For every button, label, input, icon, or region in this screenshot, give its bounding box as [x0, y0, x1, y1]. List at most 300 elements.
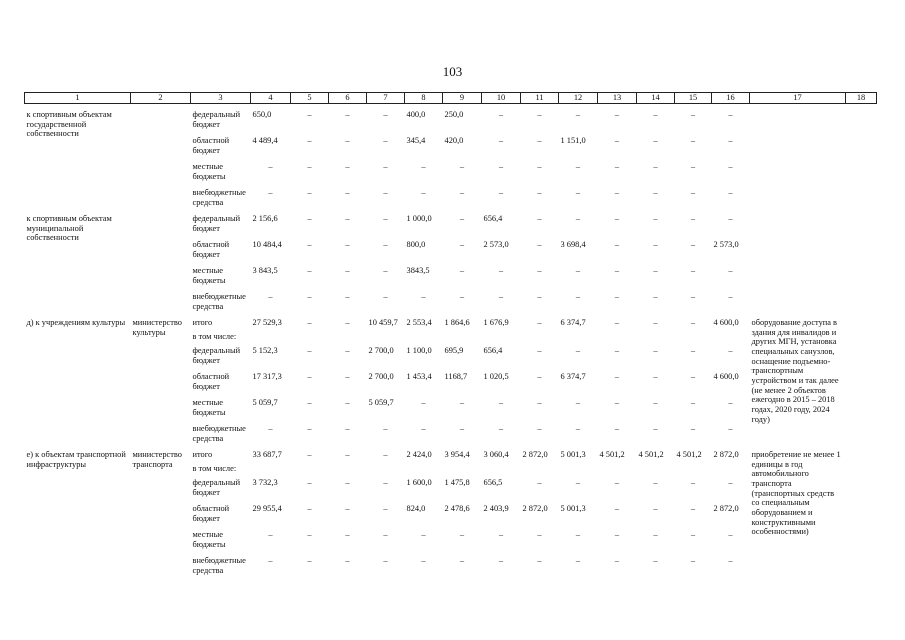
value-cell: – — [575, 424, 581, 433]
value-cell: – — [653, 162, 658, 171]
column-header-12: 12 — [559, 93, 598, 104]
funding-source: внебюджетные средства — [192, 188, 246, 207]
value-cell: 2 573,0 — [483, 240, 509, 249]
value-cell: – — [537, 398, 542, 407]
funding-source: итого — [192, 318, 213, 327]
value-cell: 1 020,5 — [483, 372, 509, 381]
funding-source: внебюджетные средства — [192, 424, 246, 443]
value-cell: – — [345, 162, 350, 171]
value-cell: 1 676,9 — [483, 318, 509, 327]
value-cell: – — [537, 214, 542, 223]
value-cell — [405, 332, 443, 346]
value-cell: 2 553,4 — [406, 318, 432, 327]
column-header-7: 7 — [367, 93, 405, 104]
value-cell: – — [345, 110, 350, 119]
value-cell: – — [459, 292, 465, 301]
value-cell: – — [383, 292, 388, 301]
empty-cell — [846, 214, 877, 318]
value-cell: – — [653, 188, 658, 197]
value-cell: – — [537, 478, 542, 487]
column-header-9: 9 — [443, 93, 482, 104]
value-cell — [482, 332, 521, 346]
funding-source: внебюджетные средства — [192, 292, 246, 311]
value-cell: – — [459, 266, 465, 275]
value-cell: 400,0 — [406, 110, 426, 119]
value-cell: – — [653, 110, 658, 119]
section-note — [750, 110, 846, 214]
value-cell: – — [728, 162, 733, 171]
value-cell: – — [268, 162, 273, 171]
value-cell: – — [728, 110, 733, 119]
value-cell — [675, 332, 712, 346]
value-cell — [443, 464, 482, 478]
funding-source: областной бюджет — [192, 504, 230, 523]
value-cell: – — [459, 530, 465, 539]
value-cell: 33 687,7 — [252, 450, 282, 459]
value-cell: 5 059,7 — [368, 398, 394, 407]
column-header-8: 8 — [405, 93, 443, 104]
value-cell: – — [498, 292, 504, 301]
value-cell: – — [498, 110, 504, 119]
value-cell: – — [537, 556, 542, 565]
value-cell: 345,4 — [406, 136, 426, 145]
column-header-5: 5 — [291, 93, 329, 104]
value-cell: – — [690, 136, 696, 145]
value-cell: – — [728, 346, 733, 355]
value-cell: – — [345, 266, 350, 275]
value-cell — [251, 464, 291, 478]
value-cell: – — [575, 214, 581, 223]
value-cell: 250,0 — [444, 110, 464, 119]
value-cell: – — [537, 162, 542, 171]
value-cell: 6 374,7 — [560, 372, 586, 381]
section-name: к спортивным объектам государственной собственности — [26, 110, 112, 139]
value-cell: – — [690, 346, 696, 355]
value-cell: – — [307, 214, 312, 223]
section-name: д) к учреждениям культуры — [26, 318, 126, 327]
value-cell: – — [345, 398, 350, 407]
value-cell: – — [690, 478, 696, 487]
value-cell: – — [690, 162, 696, 171]
funding-source: областной бюджет — [192, 136, 230, 155]
value-cell — [482, 464, 521, 478]
page-number: 103 — [442, 64, 463, 79]
value-cell: – — [614, 188, 620, 197]
value-cell: – — [345, 530, 350, 539]
value-cell: – — [537, 372, 542, 381]
value-cell — [521, 332, 559, 346]
value-cell: – — [383, 450, 388, 459]
value-cell — [291, 332, 329, 346]
value-cell: 10 459,7 — [368, 318, 398, 327]
value-cell: – — [421, 530, 426, 539]
value-cell: – — [653, 424, 658, 433]
value-cell: – — [307, 188, 312, 197]
funding-source: итого — [192, 450, 213, 459]
value-cell: – — [459, 240, 465, 249]
value-cell: – — [268, 188, 273, 197]
funding-source: местные бюджеты — [192, 162, 226, 181]
value-cell: 2 700,0 — [368, 346, 394, 355]
budget-table — [24, 92, 877, 582]
value-cell: – — [345, 188, 350, 197]
value-cell: – — [728, 478, 733, 487]
funding-source: федеральный бюджет — [192, 478, 241, 497]
value-cell: – — [459, 162, 465, 171]
value-cell: – — [383, 504, 388, 513]
value-cell: – — [614, 110, 620, 119]
value-cell: – — [307, 372, 312, 381]
value-cell: 3 954,4 — [444, 450, 470, 459]
funding-source: в том числе: — [192, 464, 237, 473]
value-cell: – — [383, 214, 388, 223]
value-cell: – — [690, 214, 696, 223]
value-cell: – — [728, 424, 733, 433]
value-cell: – — [690, 556, 696, 565]
value-cell: – — [345, 292, 350, 301]
value-cell: 2 403,9 — [483, 504, 509, 513]
funding-source: областной бюджет — [192, 240, 230, 259]
column-header-13: 13 — [598, 93, 637, 104]
value-cell: 800,0 — [406, 240, 426, 249]
value-cell: 17 317,3 — [252, 372, 282, 381]
value-cell: 2 872,0 — [522, 504, 548, 513]
ministry: министерство культуры — [132, 318, 182, 337]
value-cell: – — [728, 136, 733, 145]
value-cell: – — [268, 424, 273, 433]
column-header-17: 17 — [750, 93, 846, 104]
value-cell: – — [614, 136, 620, 145]
value-cell: – — [537, 292, 542, 301]
value-cell: – — [653, 266, 658, 275]
value-cell — [443, 332, 482, 346]
value-cell: – — [307, 240, 312, 249]
section-name: к спортивным объектам муниципальной собственности — [26, 214, 112, 243]
value-cell: – — [421, 424, 426, 433]
value-cell: – — [653, 372, 658, 381]
value-cell: 5 059,7 — [252, 398, 278, 407]
value-cell: – — [459, 188, 465, 197]
value-cell: – — [575, 478, 581, 487]
value-cell — [251, 332, 291, 346]
value-cell: – — [575, 398, 581, 407]
value-cell: – — [345, 450, 350, 459]
value-cell — [598, 332, 637, 346]
empty-cell — [846, 110, 877, 214]
value-cell: 2 424,0 — [406, 450, 432, 459]
value-cell: 1 600,0 — [406, 478, 432, 487]
value-cell: – — [383, 240, 388, 249]
table-row — [25, 318, 877, 332]
value-cell: 3 698,4 — [560, 240, 586, 249]
funding-source: местные бюджеты — [192, 398, 226, 417]
value-cell: – — [575, 110, 581, 119]
value-cell: – — [537, 188, 542, 197]
value-cell: – — [690, 292, 696, 301]
value-cell: – — [307, 266, 312, 275]
value-cell: – — [307, 136, 312, 145]
value-cell: 5 001,3 — [560, 450, 586, 459]
column-header-row — [25, 93, 877, 104]
value-cell: – — [653, 346, 658, 355]
value-cell: – — [498, 162, 504, 171]
value-cell: – — [614, 292, 620, 301]
value-cell: – — [614, 240, 620, 249]
value-cell: – — [383, 266, 388, 275]
value-cell: – — [537, 136, 542, 145]
value-cell — [329, 332, 367, 346]
value-cell: – — [383, 136, 388, 145]
value-cell: – — [614, 556, 620, 565]
value-cell: – — [653, 214, 658, 223]
empty-cell — [846, 318, 877, 450]
value-cell: – — [537, 318, 542, 327]
value-cell: 2 573,0 — [713, 240, 739, 249]
column-header-11: 11 — [521, 93, 559, 104]
value-cell — [329, 464, 367, 478]
value-cell — [598, 464, 637, 478]
value-cell: – — [383, 530, 388, 539]
value-cell: – — [345, 136, 350, 145]
value-cell — [559, 332, 598, 346]
value-cell: – — [614, 372, 620, 381]
value-cell: – — [307, 530, 312, 539]
column-header-16: 16 — [712, 93, 750, 104]
value-cell: – — [307, 110, 312, 119]
value-cell: – — [728, 556, 733, 565]
value-cell — [521, 464, 559, 478]
value-cell: – — [575, 162, 581, 171]
value-cell: – — [307, 318, 312, 327]
value-cell: – — [345, 556, 350, 565]
value-cell: 420,0 — [444, 136, 464, 145]
value-cell: – — [498, 424, 504, 433]
value-cell: – — [614, 398, 620, 407]
value-cell: 4 600,0 — [713, 372, 739, 381]
value-cell: – — [498, 530, 504, 539]
column-header-18: 18 — [846, 93, 877, 104]
value-cell: – — [383, 424, 388, 433]
value-cell: – — [575, 530, 581, 539]
value-cell: – — [728, 188, 733, 197]
value-cell: 27 529,3 — [252, 318, 282, 327]
column-header-6: 6 — [329, 93, 367, 104]
column-header-3: 3 — [191, 93, 251, 104]
value-cell — [291, 464, 329, 478]
value-cell: – — [383, 478, 388, 487]
value-cell: – — [537, 266, 542, 275]
value-cell: – — [537, 424, 542, 433]
value-cell — [712, 464, 750, 478]
value-cell: 2 700,0 — [368, 372, 394, 381]
value-cell: 2 156,6 — [252, 214, 278, 223]
value-cell: – — [307, 292, 312, 301]
value-cell: 650,0 — [252, 110, 272, 119]
value-cell: 2 872,0 — [713, 504, 739, 513]
value-cell: – — [690, 240, 696, 249]
value-cell — [367, 464, 405, 478]
value-cell: – — [690, 398, 696, 407]
column-header-4: 4 — [251, 93, 291, 104]
value-cell: – — [614, 162, 620, 171]
value-cell: 3 060,4 — [483, 450, 509, 459]
value-cell: – — [653, 530, 658, 539]
value-cell: 2 478,6 — [444, 504, 470, 513]
value-cell: – — [690, 530, 696, 539]
value-cell: – — [690, 110, 696, 119]
value-cell: – — [268, 556, 273, 565]
value-cell: – — [459, 398, 465, 407]
value-cell: 1 100,0 — [406, 346, 432, 355]
value-cell: – — [383, 556, 388, 565]
value-cell: – — [498, 398, 504, 407]
value-cell: 656,4 — [483, 346, 503, 355]
empty-cell — [846, 450, 877, 582]
value-cell: – — [459, 556, 465, 565]
funding-source: в том числе: — [192, 332, 237, 341]
value-cell: – — [498, 266, 504, 275]
value-cell: – — [307, 424, 312, 433]
funding-source: федеральный бюджет — [192, 346, 241, 365]
value-cell: – — [421, 162, 426, 171]
value-cell: – — [728, 398, 733, 407]
value-cell: – — [421, 188, 426, 197]
value-cell: 695,9 — [444, 346, 464, 355]
value-cell: 656,5 — [483, 478, 503, 487]
value-cell: – — [690, 266, 696, 275]
value-cell — [405, 464, 443, 478]
value-cell: – — [653, 504, 658, 513]
value-cell: 3 843,5 — [252, 266, 278, 275]
value-cell: – — [614, 266, 620, 275]
value-cell: – — [383, 110, 388, 119]
value-cell: 1168,7 — [444, 372, 468, 381]
value-cell: – — [614, 318, 620, 327]
ministry — [131, 214, 191, 318]
value-cell: – — [728, 214, 733, 223]
value-cell: – — [307, 162, 312, 171]
value-cell: 4 489,4 — [252, 136, 278, 145]
funding-source: федеральный бюджет — [192, 110, 241, 129]
value-cell: – — [575, 266, 581, 275]
value-cell: – — [307, 450, 312, 459]
funding-source: местные бюджеты — [192, 530, 226, 549]
value-cell: – — [383, 188, 388, 197]
value-cell: 2 872,0 — [713, 450, 739, 459]
value-cell: – — [653, 136, 658, 145]
value-cell: – — [575, 292, 581, 301]
value-cell: – — [653, 398, 658, 407]
value-cell: 2 872,0 — [522, 450, 548, 459]
section-note: приобретение не менее 1 единицы в год автомобильного транспорта (транспортных средств со специальным оборудованием и конструктивными особенностями) — [751, 450, 841, 537]
value-cell — [712, 332, 750, 346]
value-cell: – — [653, 240, 658, 249]
value-cell — [675, 464, 712, 478]
value-cell: 1 000,0 — [406, 214, 432, 223]
value-cell: 656,4 — [483, 214, 503, 223]
value-cell: – — [307, 478, 312, 487]
value-cell — [637, 464, 675, 478]
value-cell: – — [653, 292, 658, 301]
value-cell: – — [268, 530, 273, 539]
section-note: оборудование доступа в здания для инвалидов и других МГН, установка специальных санузлов, оснащение подъемно-транспортным устройством и так далее (не менее 2 объектов ежегодно в 2015 – 2018 годах, 2020 году, 2024 году) — [751, 318, 839, 424]
value-cell: – — [653, 318, 658, 327]
value-cell: 1 151,0 — [560, 136, 586, 145]
value-cell: – — [345, 240, 350, 249]
ministry: министерство транспорта — [132, 450, 182, 469]
value-cell — [367, 332, 405, 346]
value-cell: – — [614, 504, 620, 513]
value-cell: – — [345, 346, 350, 355]
funding-source: областной бюджет — [192, 372, 230, 391]
value-cell: 3 732,3 — [252, 478, 278, 487]
value-cell: – — [421, 292, 426, 301]
value-cell: – — [345, 478, 350, 487]
value-cell: – — [345, 424, 350, 433]
value-cell: – — [690, 424, 696, 433]
value-cell: – — [575, 188, 581, 197]
value-cell: – — [307, 398, 312, 407]
value-cell: – — [307, 556, 312, 565]
table-row — [25, 110, 877, 136]
value-cell — [637, 332, 675, 346]
value-cell: – — [268, 292, 273, 301]
funding-source: федеральный бюджет — [192, 214, 241, 233]
value-cell: 4 501,2 — [599, 450, 625, 459]
column-header-1: 1 — [25, 93, 131, 104]
value-cell: – — [690, 372, 696, 381]
value-cell: 6 374,7 — [560, 318, 586, 327]
value-cell: – — [728, 530, 733, 539]
ministry — [131, 110, 191, 214]
value-cell: 5 001,3 — [560, 504, 586, 513]
value-cell: 1 453,4 — [406, 372, 432, 381]
value-cell: 4 501,2 — [638, 450, 664, 459]
value-cell: – — [345, 372, 350, 381]
column-header-2: 2 — [131, 93, 191, 104]
section-note — [750, 214, 846, 318]
funding-source: местные бюджеты — [192, 266, 226, 285]
value-cell: – — [459, 424, 465, 433]
value-cell: – — [537, 530, 542, 539]
value-cell: 10 484,4 — [252, 240, 282, 249]
value-cell: – — [690, 188, 696, 197]
value-cell: – — [537, 110, 542, 119]
value-cell: 4 501,2 — [676, 450, 702, 459]
column-header-14: 14 — [637, 93, 675, 104]
value-cell: – — [537, 240, 542, 249]
value-cell: – — [345, 214, 350, 223]
value-cell: – — [653, 478, 658, 487]
table-row — [25, 450, 877, 464]
value-cell: – — [614, 346, 620, 355]
section-name: е) к объектам транспортной инфраструктуры — [26, 450, 126, 469]
value-cell: – — [653, 556, 658, 565]
value-cell: 4 600,0 — [713, 318, 739, 327]
column-header-15: 15 — [675, 93, 712, 104]
funding-source: внебюджетные средства — [192, 556, 246, 575]
value-cell: – — [383, 162, 388, 171]
value-cell: – — [575, 556, 581, 565]
value-cell: – — [459, 214, 465, 223]
value-cell: – — [728, 266, 733, 275]
value-cell: – — [614, 214, 620, 223]
value-cell: 5 152,3 — [252, 346, 278, 355]
value-cell: – — [307, 346, 312, 355]
value-cell: – — [614, 424, 620, 433]
value-cell: – — [345, 318, 350, 327]
column-header-10: 10 — [482, 93, 521, 104]
